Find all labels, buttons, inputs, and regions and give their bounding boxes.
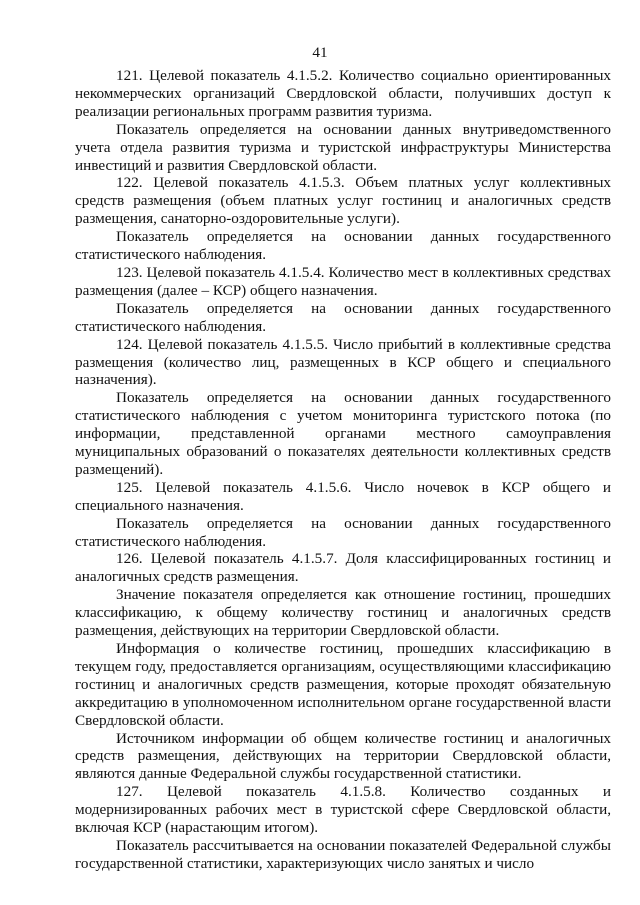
paragraph-item-123-source: Показатель определяется на основании данных государственного статистического наблюдения.	[75, 299, 611, 335]
paragraph-item-126-method: Значение показателя определяется как отношение гостиниц, прошедших классификацию, к общему количеству гостиниц и аналогичных средств размещения, действующих на территории Свердловской области.	[75, 586, 611, 640]
paragraph-item-126: 126. Целевой показатель 4.1.5.7. Доля классифицированных гостиниц и аналогичных средств размещения.	[75, 550, 611, 586]
paragraph-item-122: 122. Целевой показатель 4.1.5.3. Объем платных услуг коллективных средств размещения (объем платных услуг гостиниц и аналогичных средств размещения, санаторно-оздоровительные услуги).	[75, 174, 611, 228]
paragraph-item-121: 121. Целевой показатель 4.1.5.2. Количество социально ориентированных некоммерческих организаций Свердловской области, получивших доступ к реализации региональных программ развития туризма.	[75, 67, 611, 120]
paragraph-item-124-source: Показатель определяется на основании данных государственного статистического наблюдения с учетом мониторинга туристского потока (по информации, представленной органами местного самоуправления муниципальных образований о показателях деятельности коллективных средств размещений).	[75, 389, 611, 478]
paragraph-item-126-info: Информация о количестве гостиниц, прошедших классификацию в текущем году, предоставляется организациям, осуществляющими классификацию гостиниц и аналогичных средств размещения, которые проходят обязательную аккредитацию в уполномоченном исполнительном органе государственной власти Свердловской области.	[75, 640, 611, 729]
paragraph-item-127-method: Показатель рассчитывается на основании показателей Федеральной службы государственной статистики, характеризующих число занятых и число	[75, 836, 611, 872]
paragraph-item-125-source: Показатель определяется на основании данных государственного статистического наблюдения.	[75, 514, 611, 550]
paragraph-item-127: 127. Целевой показатель 4.1.5.8. Количество созданных и модернизированных рабочих мест в туристской сфере Свердловской области, включая КСР (нарастающим итогом).	[75, 783, 611, 837]
page-number: 41	[312, 44, 328, 61]
paragraph-item-124: 124. Целевой показатель 4.1.5.5. Число прибытий в коллективные средства размещения (количество лиц, размещенных в КСР общего и специального назначения).	[75, 335, 611, 389]
paragraph-item-126-source: Источником информации об общем количестве гостиниц и аналогичных средств размещения, действующих на территории Свердловской области, являются данные Федеральной службы государственной статистики.	[75, 729, 611, 783]
paragraph-item-121-source: Показатель определяется на основании данных внутриведомственного учета отдела развития туризма и туристской инфраструктуры Министерства инвестиций и развития Свердловской области.	[75, 120, 611, 174]
paragraph-item-125: 125. Целевой показатель 4.1.5.6. Число ночевок в КСР общего и специального назначения.	[75, 478, 611, 514]
paragraph-item-123: 123. Целевой показатель 4.1.5.4. Количество мест в коллективных средствах размещения (далее – КСР) общего назначения.	[75, 263, 611, 299]
document-body	[75, 67, 611, 873]
paragraph-item-122-source: Показатель определяется на основании данных государственного статистического наблюдения.	[75, 228, 611, 264]
